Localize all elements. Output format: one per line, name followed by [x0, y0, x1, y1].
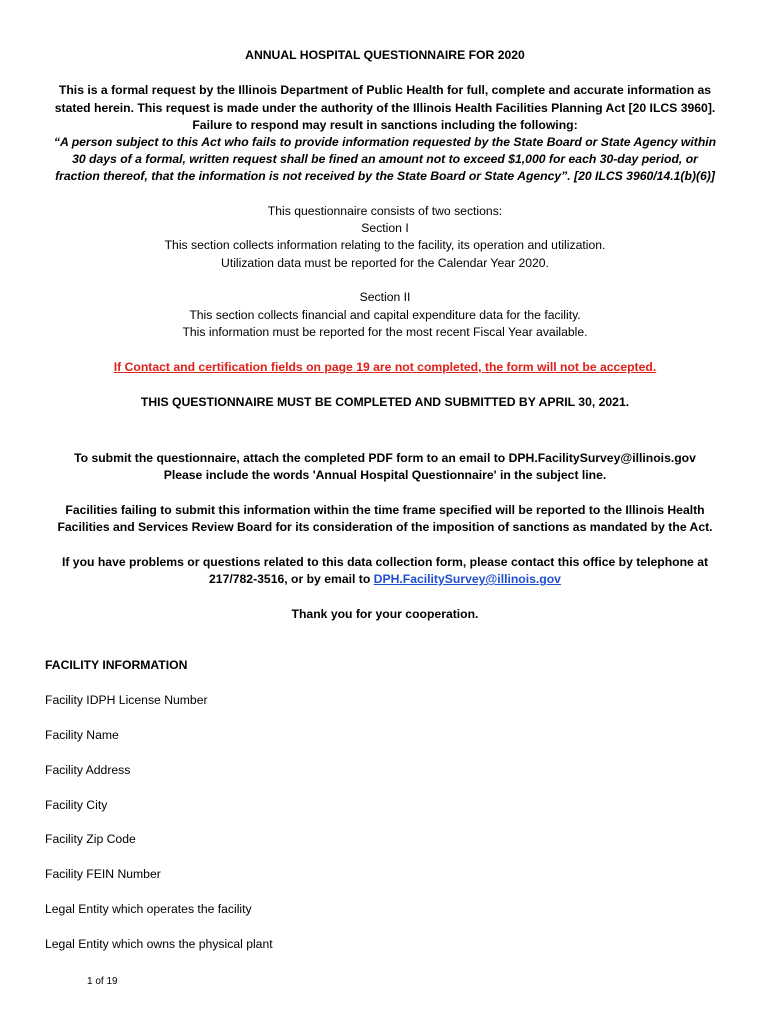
facility-info-heading: FACILITY INFORMATION: [45, 658, 188, 672]
section-2-desc: This section collects financial and capital expenditure data for the facility.: [189, 308, 581, 322]
field-facility-zip: Facility Zip Code: [45, 832, 136, 846]
statute-quote-1: “A person subject to this Act who fails to provide information requested by the State Board or State Agency within: [53, 135, 717, 149]
section-2-title: Section II: [359, 290, 411, 304]
field-fein-number: Facility FEIN Number: [45, 867, 161, 881]
submit-instructions-1: To submit the questionnaire, attach the completed PDF form to an email to DPH.FacilitySurvey@illinois.gov: [74, 451, 696, 465]
contact-phone: 217/782-3516, or by email to: [209, 572, 374, 586]
section-2-period: This information must be reported for the most recent Fiscal Year available.: [182, 325, 588, 339]
intro-line-1: This is a formal request by the Illinois Department of Public Health for full, complete and accurate information as: [58, 83, 712, 97]
intro-line-3: Failure to respond may result in sanctions including the following:: [192, 118, 578, 132]
statute-quote-2: 30 days of a formal, written request shall be fined an amount not to exceed $1,000 for each 30-day period, or: [72, 152, 698, 166]
certification-warning: If Contact and certification fields on page 19 are not completed, the form will not be accepted.: [113, 360, 657, 374]
sanctions-notice-2: Facilities and Services Review Board for its consideration of the imposition of sanctions as mandated by the Act.: [57, 520, 713, 534]
field-license-number: Facility IDPH License Number: [45, 693, 208, 707]
statute-quote-3: fraction thereof, that the information is not received by the State Board or State Agency”. [20 ILCS 3960/14.1(b)(6)]: [55, 169, 715, 183]
section-1-period: Utilization data must be reported for the Calendar Year 2020.: [221, 256, 549, 270]
section-1-title: Section I: [361, 221, 409, 235]
thanks-text: Thank you for your cooperation.: [291, 607, 479, 621]
section-1-desc: This section collects information relating to the facility, its operation and utilization.: [164, 238, 606, 252]
contact-line-2: [0, 571, 770, 588]
sanctions-notice-1: Facilities failing to submit this information within the time frame specified will be reported to the Illinois Health: [65, 503, 705, 517]
document-title: ANNUAL HOSPITAL QUESTIONNAIRE FOR 2020: [245, 48, 525, 62]
submit-instructions-2: Please include the words 'Annual Hospital Questionnaire' in the subject line.: [163, 468, 607, 482]
intro-line-2: stated herein. This request is made under the authority of the Illinois Health Facilities Planning Act [20 ILCS 3960].: [54, 101, 716, 115]
contact-email-link[interactable]: DPH.FacilitySurvey@illinois.gov: [373, 572, 561, 586]
submission-deadline: THIS QUESTIONNAIRE MUST BE COMPLETED AND SUBMITTED BY APRIL 30, 2021.: [140, 395, 630, 409]
field-facility-city: Facility City: [45, 798, 108, 812]
page-number: 1 of 19: [87, 976, 118, 987]
field-owning-entity: Legal Entity which owns the physical plant: [45, 937, 273, 951]
field-operating-entity: Legal Entity which operates the facility: [45, 902, 252, 916]
field-facility-address: Facility Address: [45, 763, 131, 777]
sections-intro: This questionnaire consists of two sections:: [267, 204, 503, 218]
field-facility-name: Facility Name: [45, 728, 119, 742]
contact-line-1: If you have problems or questions related to this data collection form, please contact this office by telephone at: [61, 555, 709, 569]
